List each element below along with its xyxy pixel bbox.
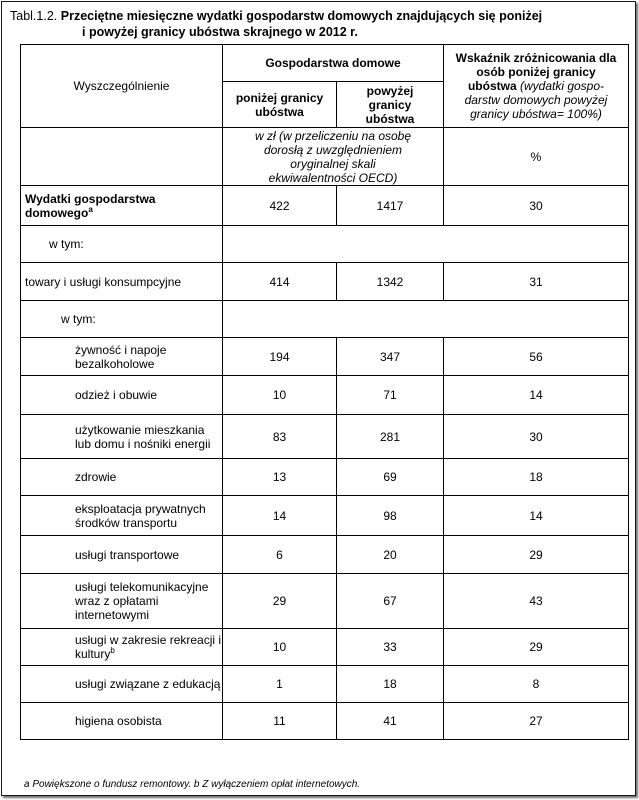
- title-line-2: i powyżej granicy ubóstwa skrajnego w 2012 r.: [82, 25, 358, 39]
- row-label: [21, 415, 223, 459]
- row-label: [21, 459, 223, 496]
- row-label-text: usługi w zakresie rekreacji i kultury: [75, 633, 222, 661]
- value-above: 20: [337, 536, 444, 574]
- value-below: 29: [223, 574, 337, 629]
- footnote: a Powiększone o fundusz remontowy. b Z wyłączeniem opłat internetowych.: [24, 779, 361, 790]
- table-row: [21, 666, 629, 703]
- row-label: [21, 496, 223, 536]
- header-above: powyżej granicy ubóstwa: [337, 82, 444, 128]
- value-below: 83: [223, 415, 337, 459]
- row-label-text: towary i usługi konsumpcyjne: [25, 274, 182, 289]
- value-ratio: 56: [444, 338, 629, 376]
- row-label: [21, 263, 223, 301]
- value-ratio: 29: [444, 536, 629, 574]
- header-indicator: [444, 45, 629, 128]
- table-row: [21, 376, 629, 415]
- table-row: [21, 574, 629, 629]
- value-ratio: 30: [444, 415, 629, 459]
- value-ratio: 8: [444, 666, 629, 703]
- value-ratio: 14: [444, 496, 629, 536]
- table-row: [21, 536, 629, 574]
- value-ratio: 14: [444, 376, 629, 415]
- header-households: Gospodarstwa domowe: [223, 45, 444, 82]
- empty-cell: [223, 301, 629, 338]
- row-label-text: eksploatacja prywatnych środków transportu: [75, 501, 206, 530]
- table-row: [21, 459, 629, 496]
- header-unit-pln: w zł (w przeliczeniu na osobę dorosłą z uwzględnieniem oryginalnej skali ekwiwalentności OECD): [223, 128, 444, 186]
- row-label: [21, 629, 223, 666]
- indicator-title: Wskaźnik zróżnicowania dla osób poniżej granicy ubóstwa: [455, 51, 617, 93]
- table-row: [21, 263, 629, 301]
- table-row: [21, 186, 629, 226]
- value-above: 67: [337, 574, 444, 629]
- row-label-text: usługi transportowe: [75, 547, 180, 562]
- row-label: [21, 338, 223, 376]
- value-below: 13: [223, 459, 337, 496]
- row-label-text: usługi telekomunikacyjne wraz z opłatami internetowymi: [75, 580, 209, 622]
- row-label-text: w tym:: [49, 237, 84, 251]
- value-above: 1417: [337, 186, 444, 226]
- value-below: 194: [223, 338, 337, 376]
- row-label-text: zdrowie: [75, 470, 117, 484]
- value-ratio: 27: [444, 703, 629, 740]
- header-empty-cell: [21, 128, 223, 186]
- row-label-text: żywność i napoje bezalkoholowe: [75, 342, 167, 371]
- value-above: 69: [337, 459, 444, 496]
- row-label: [21, 666, 223, 703]
- footnote-marker: b: [110, 646, 115, 655]
- table-row: [21, 338, 629, 376]
- row-label-text: w tym:: [61, 312, 96, 326]
- value-above: 281: [337, 415, 444, 459]
- header-spec: Wyszczególnienie: [21, 45, 223, 128]
- header-below: poniżej granicy ubóstwa: [223, 82, 337, 128]
- value-below: 10: [223, 376, 337, 415]
- table-row: [21, 629, 629, 666]
- row-label-text: Wydatki gospodarstwa domowego: [25, 191, 156, 220]
- value-ratio: 31: [444, 263, 629, 301]
- value-below: 14: [223, 496, 337, 536]
- value-ratio: 43: [444, 574, 629, 629]
- row-label-text: higiena osobista: [75, 714, 162, 728]
- table-row: [21, 703, 629, 740]
- value-above: 98: [337, 496, 444, 536]
- row-label: [21, 226, 223, 263]
- table-row: [21, 496, 629, 536]
- value-ratio: 18: [444, 459, 629, 496]
- value-above: 71: [337, 376, 444, 415]
- table-row: [21, 415, 629, 459]
- value-ratio: 30: [444, 186, 629, 226]
- value-ratio: 29: [444, 629, 629, 666]
- header-unit-pct: %: [444, 128, 629, 186]
- row-label-text: odzież i obuwie: [75, 388, 158, 402]
- empty-cell: [223, 226, 629, 263]
- value-below: 414: [223, 263, 337, 301]
- value-above: 18: [337, 666, 444, 703]
- value-below: 11: [223, 703, 337, 740]
- value-above: 41: [337, 703, 444, 740]
- table-row: [21, 301, 629, 338]
- title-line-1: Przeciętne miesięczne wydatki gospodarstw domowych znajdujących się poniżej: [60, 9, 543, 23]
- expenditure-table: [20, 44, 629, 740]
- row-label: [21, 376, 223, 415]
- row-label-text: usługi związane z edukacją: [75, 677, 221, 691]
- value-below: 1: [223, 666, 337, 703]
- value-below: 10: [223, 629, 337, 666]
- value-above: 347: [337, 338, 444, 376]
- table-row: [21, 226, 629, 263]
- row-label: [21, 703, 223, 740]
- row-label: [21, 536, 223, 574]
- table-title: [10, 8, 620, 40]
- row-label: [21, 186, 223, 226]
- footnote-marker: a: [88, 204, 93, 214]
- value-above: 1342: [337, 263, 444, 301]
- value-below: 6: [223, 536, 337, 574]
- value-below: 422: [223, 186, 337, 226]
- row-label-text: użytkowanie mieszkania lub domu i nośniki energii: [75, 422, 211, 451]
- value-above: 33: [337, 629, 444, 666]
- indicator-note: (wydatki gospo-darstw domowych powyżej granicy ubóstwa= 100%): [464, 79, 608, 121]
- row-label: [21, 301, 223, 338]
- row-label: [21, 574, 223, 629]
- table-number: Tabl.1.2.: [10, 9, 58, 23]
